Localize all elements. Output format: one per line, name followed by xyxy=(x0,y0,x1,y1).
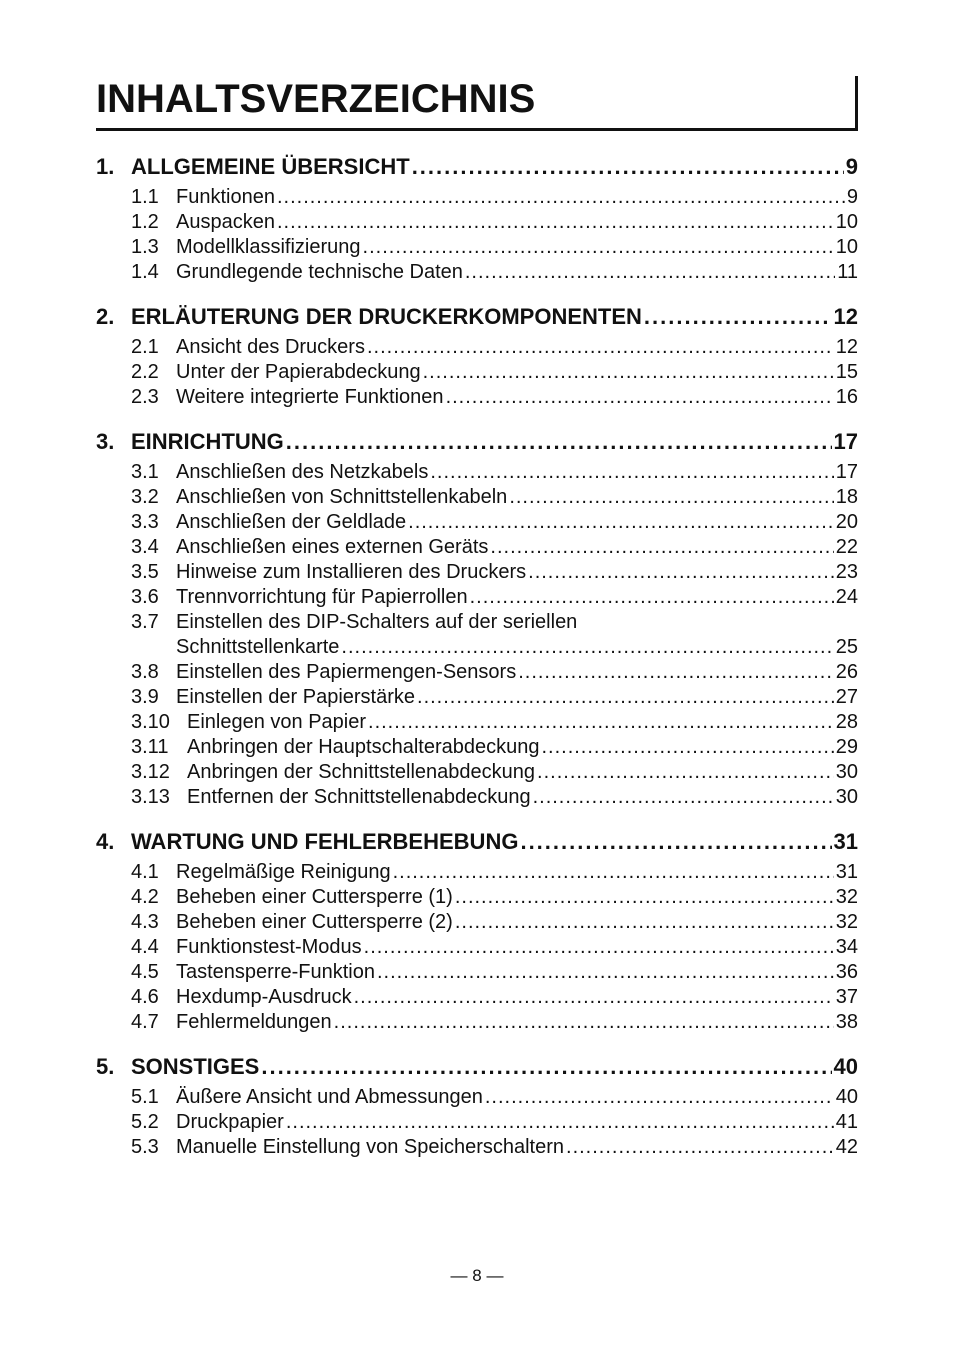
entry-number: 4.4 xyxy=(131,936,159,958)
toc-entry[interactable] xyxy=(96,560,858,585)
chapter-page-number: 9 xyxy=(845,154,858,179)
toc-entry[interactable] xyxy=(96,335,858,360)
entry-number: 3.4 xyxy=(131,536,159,558)
dot-leader xyxy=(417,685,834,710)
toc-entry[interactable] xyxy=(96,760,858,785)
entry-number: 4.5 xyxy=(131,961,159,983)
chapter-title: SONSTIGES xyxy=(131,1054,260,1079)
dot-leader xyxy=(412,151,844,183)
chapter-title: EINRICHTUNG xyxy=(131,429,284,454)
dot-leader xyxy=(286,426,832,458)
toc-entry[interactable] xyxy=(96,935,858,960)
toc-entry[interactable] xyxy=(96,1135,858,1160)
dot-leader xyxy=(455,885,834,910)
entry-number: 1.1 xyxy=(131,186,159,208)
entry-title: Anschließen von Schnittstellenkabeln xyxy=(176,486,508,508)
toc-chapter xyxy=(96,151,858,285)
entry-title: Einstellen des DIP-Schalters auf der seriellen xyxy=(176,611,578,633)
entry-number: 4.3 xyxy=(131,911,159,933)
dot-leader xyxy=(528,560,834,585)
entry-title: Funktionstest-Modus xyxy=(176,936,362,958)
toc-chapter-heading[interactable] xyxy=(96,426,858,458)
toc-entry[interactable] xyxy=(96,210,858,235)
entry-title: Hinweise zum Installieren des Druckers xyxy=(176,561,527,583)
entry-page-number: 11 xyxy=(837,261,858,283)
toc-entry[interactable] xyxy=(96,685,858,710)
entry-number: 3.7 xyxy=(131,611,159,633)
entry-number: 4.2 xyxy=(131,886,159,908)
entry-page-number: 27 xyxy=(835,686,858,708)
entry-number: 3.10 xyxy=(131,711,170,733)
chapter-page-number: 17 xyxy=(833,429,858,454)
entry-title: Anbringen der Schnittstellenabdeckung xyxy=(187,761,536,783)
entry-page-number: 30 xyxy=(835,786,858,808)
dot-leader xyxy=(368,710,834,735)
toc-entry[interactable] xyxy=(96,885,858,910)
entry-page-number: 30 xyxy=(835,761,858,783)
toc-chapter-heading[interactable] xyxy=(96,826,858,858)
entry-page-number: 38 xyxy=(835,1011,858,1033)
chapter-number: 1. xyxy=(96,154,115,179)
dot-leader xyxy=(377,960,834,985)
entry-title: Äußere Ansicht und Abmessungen xyxy=(176,1086,483,1108)
toc-chapter xyxy=(96,301,858,410)
entry-number: 5.3 xyxy=(131,1136,159,1158)
toc-chapter xyxy=(96,1051,858,1160)
page-number: — 8 — xyxy=(450,1266,504,1285)
entry-page-number: 16 xyxy=(835,386,858,408)
entry-title: Anschließen der Geldlade xyxy=(176,511,407,533)
entry-title: Weitere integrierte Funktionen xyxy=(176,386,444,408)
entry-title: Anschließen des Netzkabels xyxy=(176,461,429,483)
toc-entry[interactable] xyxy=(96,735,858,760)
table-of-contents xyxy=(96,151,858,1160)
toc-entry[interactable] xyxy=(96,385,858,410)
entry-title: Anschließen eines externen Geräts xyxy=(176,536,489,558)
entry-page-number: 10 xyxy=(835,211,858,233)
chapter-number: 3. xyxy=(96,429,115,454)
entry-title: Auspacken xyxy=(176,211,275,233)
dot-leader xyxy=(423,360,834,385)
entry-title: Druckpapier xyxy=(176,1111,284,1133)
chapter-title: WARTUNG UND FEHLERBEHEBUNG xyxy=(131,829,519,854)
entry-number: 3.11 xyxy=(131,736,169,758)
dot-leader xyxy=(363,235,834,260)
toc-entry[interactable] xyxy=(96,485,858,510)
entry-number: 5.1 xyxy=(131,1086,159,1108)
entry-title: Beheben einer Cuttersperre (1) xyxy=(176,886,453,908)
entry-number: 3.1 xyxy=(131,461,159,483)
toc-entry[interactable] xyxy=(96,510,858,535)
toc-chapter-heading[interactable] xyxy=(96,1051,858,1083)
chapter-page-number: 12 xyxy=(833,304,858,329)
dot-leader xyxy=(644,301,832,333)
entry-page-number: 10 xyxy=(835,236,858,258)
entry-number: 3.12 xyxy=(131,761,170,783)
page-title: INHALTSVERZEICHNIS xyxy=(96,77,536,121)
entry-page-number: 40 xyxy=(835,1086,858,1108)
entry-number: 2.3 xyxy=(131,386,159,408)
toc-entry[interactable] xyxy=(96,910,858,935)
entry-number: 2.2 xyxy=(131,361,159,383)
entry-number: 1.4 xyxy=(131,261,159,283)
entry-number: 4.7 xyxy=(131,1011,159,1033)
toc-entry[interactable] xyxy=(96,1085,858,1110)
toc-entry[interactable] xyxy=(96,360,858,385)
entry-number: 4.1 xyxy=(131,861,159,883)
entry-number: 3.13 xyxy=(131,786,170,808)
entry-page-number: 17 xyxy=(835,461,858,483)
entry-title: Grundlegende technische Daten xyxy=(176,261,463,283)
dot-leader xyxy=(393,860,834,885)
dot-leader xyxy=(446,385,834,410)
dot-leader xyxy=(520,826,831,858)
entry-page-number: 31 xyxy=(835,861,858,883)
entry-number: 3.9 xyxy=(131,686,159,708)
entry-title: Regelmäßige Reinigung xyxy=(176,861,391,883)
dot-leader xyxy=(490,535,833,560)
toc-chapter xyxy=(96,426,858,810)
toc-entry[interactable] xyxy=(96,1110,858,1135)
chapter-number: 4. xyxy=(96,829,115,854)
chapter-page-number: 31 xyxy=(833,829,858,854)
dot-leader xyxy=(455,910,834,935)
entry-page-number: 28 xyxy=(835,711,858,733)
title-bar xyxy=(96,76,858,131)
dot-leader xyxy=(354,985,834,1010)
toc-entry[interactable] xyxy=(96,235,858,260)
entry-title: Tastensperre-Funktion xyxy=(176,961,375,983)
entry-title: Anbringen der Hauptschalterabdeckung xyxy=(187,736,540,758)
chapter-page-number: 40 xyxy=(833,1054,858,1079)
entry-page-number: 25 xyxy=(835,636,858,658)
entry-title: Entfernen der Schnittstellenabdeckung xyxy=(187,786,531,808)
entry-page-number: 24 xyxy=(835,586,858,608)
dot-leader xyxy=(367,335,834,360)
toc-entry[interactable] xyxy=(96,260,858,285)
entry-page-number: 18 xyxy=(835,486,858,508)
dot-leader xyxy=(277,185,845,210)
dot-leader xyxy=(277,210,834,235)
entry-page-number: 20 xyxy=(835,511,858,533)
entry-page-number: 32 xyxy=(835,886,858,908)
toc-entry[interactable] xyxy=(96,960,858,985)
entry-page-number: 41 xyxy=(835,1111,858,1133)
entry-title: Fehlermeldungen xyxy=(176,1011,332,1033)
entry-title: Beheben einer Cuttersperre (2) xyxy=(176,911,453,933)
dot-leader xyxy=(541,735,833,760)
chapter-title: ERLÄUTERUNG DER DRUCKERKOMPONENTEN xyxy=(131,304,642,329)
dot-leader xyxy=(533,785,834,810)
toc-chapter xyxy=(96,826,858,1035)
dot-leader xyxy=(509,485,833,510)
entry-page-number: 22 xyxy=(835,536,858,558)
dot-leader xyxy=(430,460,833,485)
entry-page-number: 36 xyxy=(835,961,858,983)
dot-leader xyxy=(286,1110,834,1135)
toc-entry[interactable] xyxy=(96,585,858,610)
entry-title: Einstellen des Papiermengen-Sensors xyxy=(176,661,517,683)
toc-entry[interactable] xyxy=(96,460,858,485)
dot-leader xyxy=(465,260,835,285)
chapter-title: ALLGEMEINE ÜBERSICHT xyxy=(131,154,410,179)
toc-entry[interactable] xyxy=(96,785,858,810)
toc-page xyxy=(96,76,858,1176)
entry-title: Einstellen der Papierstärke xyxy=(176,686,416,708)
dot-leader xyxy=(485,1085,834,1110)
entry-number: 3.8 xyxy=(131,661,159,683)
entry-title: Hexdump-Ausdruck xyxy=(176,986,352,1008)
entry-page-number: 26 xyxy=(835,661,858,683)
dot-leader xyxy=(334,1010,834,1035)
entry-title: Modellklassifizierung xyxy=(176,236,361,258)
toc-entry[interactable] xyxy=(96,985,858,1010)
entry-page-number: 9 xyxy=(846,186,858,208)
toc-entry[interactable] xyxy=(96,710,858,735)
entry-title: Unter der Papierabdeckung xyxy=(176,361,421,383)
toc-entry[interactable] xyxy=(96,660,858,685)
entry-page-number: 23 xyxy=(835,561,858,583)
toc-entry[interactable] xyxy=(96,610,858,660)
entry-number: 3.6 xyxy=(131,586,159,608)
entry-page-number: 12 xyxy=(835,336,858,358)
dot-leader xyxy=(566,1135,834,1160)
entry-title: Funktionen xyxy=(176,186,275,208)
entry-number: 3.3 xyxy=(131,511,159,533)
toc-entry[interactable] xyxy=(96,1010,858,1035)
chapter-number: 5. xyxy=(96,1054,115,1079)
entry-page-number: 29 xyxy=(835,736,858,758)
dot-leader xyxy=(537,760,834,785)
entry-number: 3.5 xyxy=(131,561,159,583)
entry-number: 2.1 xyxy=(131,336,159,358)
dot-leader xyxy=(518,660,834,685)
dot-leader xyxy=(408,510,834,535)
chapter-number: 2. xyxy=(96,304,115,329)
toc-chapter-heading[interactable] xyxy=(96,301,858,333)
entry-title-continuation: Schnittstellenkarte xyxy=(176,636,340,658)
toc-entry[interactable] xyxy=(96,185,858,210)
entry-title: Manuelle Einstellung von Speicherschaltern xyxy=(176,1136,565,1158)
toc-entry[interactable] xyxy=(96,860,858,885)
dot-leader xyxy=(470,585,834,610)
entry-number: 5.2 xyxy=(131,1111,159,1133)
entry-title: Ansicht des Druckers xyxy=(176,336,365,358)
entry-number: 3.2 xyxy=(131,486,159,508)
toc-entry[interactable] xyxy=(96,535,858,560)
entry-number: 4.6 xyxy=(131,986,159,1008)
dot-leader xyxy=(364,935,834,960)
entry-page-number: 37 xyxy=(835,986,858,1008)
entry-page-number: 42 xyxy=(835,1136,858,1158)
entry-title: Trennvorrichtung für Papierrollen xyxy=(176,586,468,608)
entry-page-number: 15 xyxy=(835,361,858,383)
entry-page-number: 32 xyxy=(835,911,858,933)
dot-leader xyxy=(261,1051,831,1083)
dot-leader xyxy=(341,635,833,660)
entry-number: 1.3 xyxy=(131,236,159,258)
entry-title: Einlegen von Papier xyxy=(187,711,367,733)
toc-chapter-heading[interactable] xyxy=(96,151,858,183)
entry-number: 1.2 xyxy=(131,211,159,233)
entry-page-number: 34 xyxy=(835,936,858,958)
